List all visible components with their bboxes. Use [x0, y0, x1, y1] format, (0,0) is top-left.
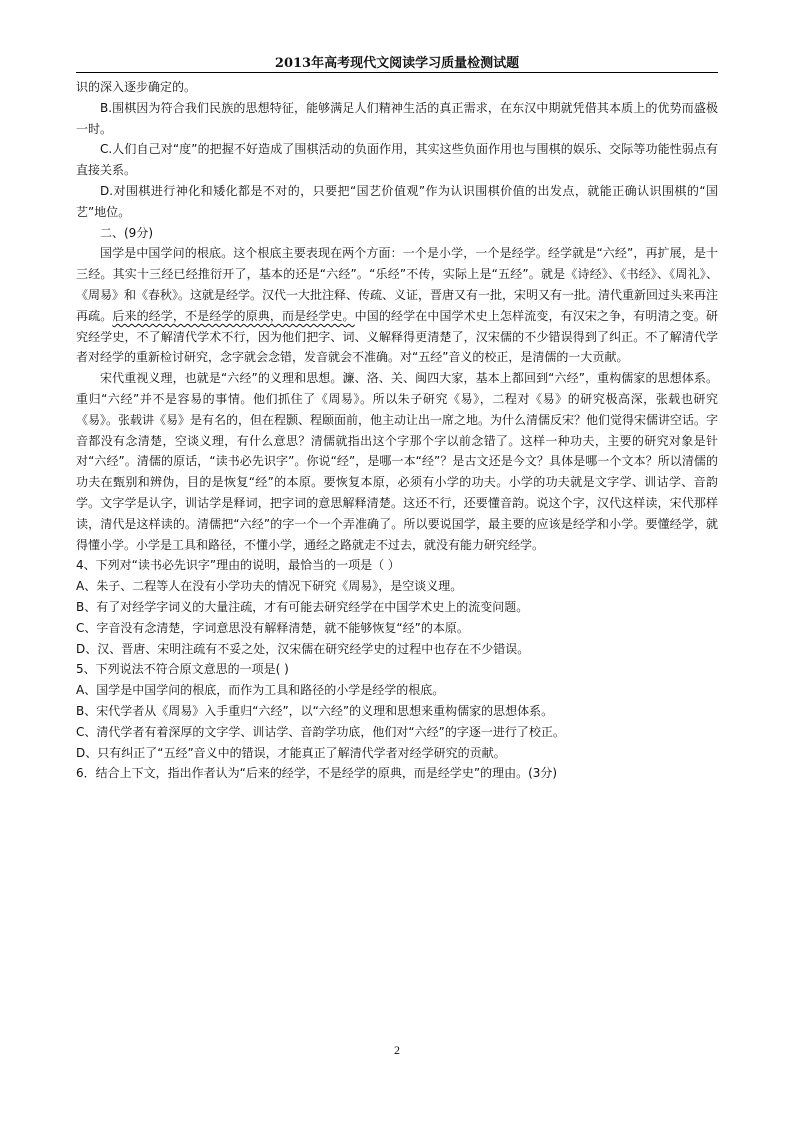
document-body	[76, 77, 718, 784]
passage-paragraph-1	[76, 243, 718, 368]
question-4-option-d: D、汉、晋唐、宋明注疏有不妥之处，汉宋儒在研究经学史的过程中也存在不少错误。	[76, 641, 530, 656]
passage-paragraph-1-text: 国学是中国学问的根底。这个根底主要表现在两个方面：一个是小学，一个是经学。经学就是“六经”，再扩展，是十三经。其实十三经已经推衍开了，基本的还是“六经”。“乐经”不传，实际上是“五经”。就是《诗经》、《书经》、《周礼》、《周易》和《春秋》。这就是经学。汉代一大批注释、传疏、义证，晋唐又有一批，宋明又有一批。清代重新回过头来再注再疏。	[76, 246, 719, 323]
page-number: 2	[394, 1043, 400, 1057]
underlined-sentence: 后来的经学，不是经学的原典，而是经学史。	[112, 308, 355, 323]
question-4: 4、下列对“读书必先识字”理由的说明，最恰当的一项是（ ）	[76, 558, 400, 573]
passage-paragraph-1-cont: 中国的经学在中国学术史上怎样流变，有汉宋之争，有明清之变。研究经学史，不了解清代学术不行，因为他们把字、词、义解释得更清楚了，汉宋儒的不少错误得到了纠正。不了解清代学者对经学的重新检讨研究，念字就会念错，发音就会不准确。对“五经”音义的校正，是清儒的一大贡献。	[76, 308, 718, 365]
question-4-option-b: B、有了对经学字词义的大量注疏，才有可能去研究经学在中国学术史上的流变问题。	[76, 599, 529, 614]
question-5-option-a: A、国学是中国学问的根底，而作为工具和路径的小学是经学的根底。	[76, 683, 445, 698]
question-5-option-d: D、只有纠正了“五经”音义中的错误，才能真正了解清代学者对经学研究的贡献。	[76, 745, 506, 760]
prev-option-d: D.对围棋进行神化和矮化都是不对的，只要把“国艺价值观”作为认识围棋价值的出发点，就能正确认识围棋的“国艺”地位。	[76, 183, 718, 219]
passage-paragraph-2: 宋代重视义理，也就是“六经”的义理和思想。濂、洛、关、闽四大家，基本上都回到“六经”，重构儒家的思想体系。重归“六经”并不是容易的事情。他们抓住了《周易》。所以朱子研究《易》，二程对《易》的研究极高深，张载也研究《易》。张载讲《易》是有名的，但在程颢、程颐面前，他主动让出一席之地。为什么清儒反宋？他们觉得宋儒讲空话。字音都没有念清楚，空谈义理，有什么意思？清儒就指出这个字那个字以前念错了。这样一种功夫，主要的研究对象是针对“六经”。清儒的原话，“读书必先识字”。你说“经”，是哪一本“经”？是古文还是今文？具体是哪一个文本？所以清儒的功夫在甄别和辨伪，目的是恢复“经”的本原。要恢复本原，必须有小学的功夫。小学的功夫就是文字学、训诂学、音韵学。文字学是认字，训诂学是释词，把字词的意思解释清楚。这还不行，还要懂音韵。说这个字，汉代这样读，宋代那样读，清代是这样读的。清儒把“六经”的字一个一个弄准确了。所以要说国学，最主要的应该是经学和小学。要懂经学，就得懂小学。小学是工具和路径，不懂小学，通经之路就走不过去，就没有能力研究经学。	[76, 371, 719, 552]
prev-option-b: B.围棋因为符合我们民族的思想特征，能够满足人们精神生活的真正需求，在东汉中期就凭借其本质上的优势而盛极一时。	[76, 100, 718, 136]
question-4-option-a: A、朱子、二程等人在没有小学功夫的情况下研究《周易》，是空谈义理。	[76, 579, 463, 594]
question-5-option-c: C、清代学者有着深厚的文字学、训诂学、音韵学功底，他们对“六经”的字逐一进行了校正。	[76, 724, 565, 739]
question-5: 5、下列说法不符合原文意思的一项是( )	[76, 662, 289, 677]
question-6: 6．结合上下文，指出作者认为“后来的经学，不是经学的原典，而是经学史”的理由。(3分)	[76, 766, 558, 781]
page-header: 2013年高考现代文阅读学习质量检测试题	[274, 56, 520, 71]
section-heading: 二、(9分)	[100, 225, 153, 240]
prev-option-c: C.人们自己对“度”的把握不好造成了围棋活动的负面作用，其实这些负面作用也与围棋的娱乐、交际等功能性弱点有直接关系。	[76, 142, 718, 178]
continuation-line: 识的深入逐步确定的。	[76, 80, 197, 94]
header-rule	[76, 72, 718, 73]
question-4-option-c: C、字音没有念清楚，字词意思没有解释清楚，就不能够恢复“经”的本原。	[76, 620, 469, 635]
question-5-option-b: B、宋代学者从《周易》入手重归“六经”，以“六经”的义理和思想来重构儒家的思想体系。	[76, 703, 554, 718]
